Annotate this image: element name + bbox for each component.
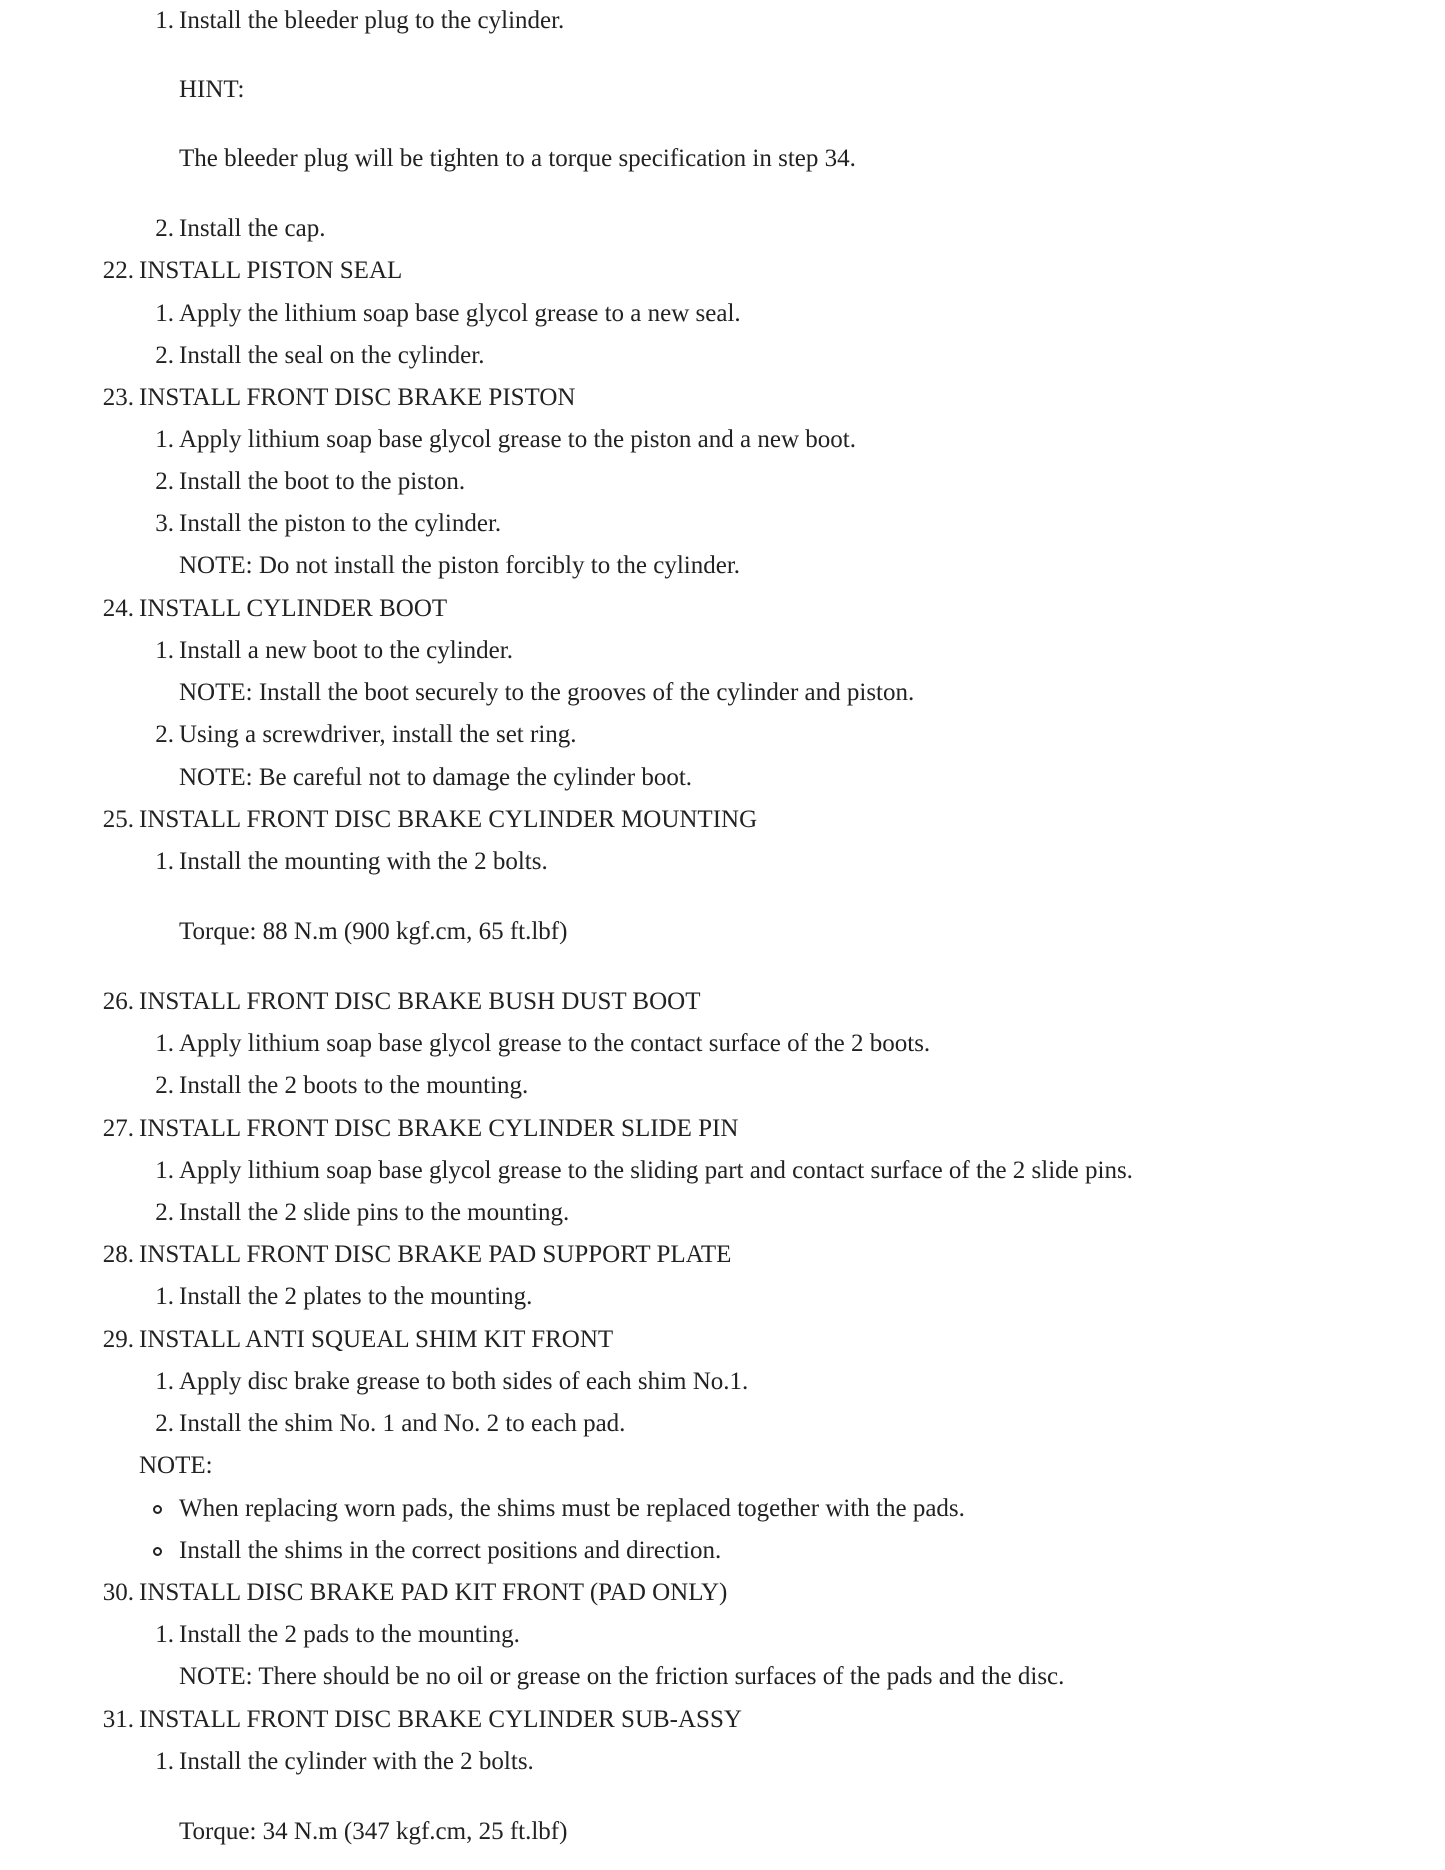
substep-text: Install the mounting with the 2 bolts.: [179, 848, 548, 875]
step-number: 29.: [102, 1326, 134, 1353]
step-number: 23.: [102, 384, 134, 411]
substep-number: 2.: [155, 342, 174, 369]
circle-bullet-icon: [153, 1505, 162, 1514]
substep-number: 2.: [155, 1410, 174, 1437]
note-text: NOTE: Do not install the piston forcibly to the cylinder.: [179, 552, 741, 579]
step-title: INSTALL CYLINDER BOOT: [139, 595, 448, 622]
note-label: NOTE:: [139, 1452, 213, 1479]
step-title: INSTALL FRONT DISC BRAKE CYLINDER SLIDE PIN: [139, 1115, 739, 1142]
circle-bullet-icon: [153, 1547, 162, 1556]
substep-number: 2.: [155, 1199, 174, 1226]
substep-number: 3.: [155, 510, 174, 537]
note-text: NOTE: Be careful not to damage the cylinder boot.: [179, 764, 693, 791]
substep-text: Apply lithium soap base glycol grease to the contact surface of the 2 boots.: [179, 1030, 931, 1057]
step-number: 30.: [102, 1579, 134, 1606]
step-number: 28.: [102, 1241, 134, 1268]
substep-text: Install the cylinder with the 2 bolts.: [179, 1748, 534, 1775]
substep-number: 1.: [155, 848, 174, 875]
substep-text: Install the 2 pads to the mounting.: [179, 1621, 520, 1648]
substep-text: Install the 2 plates to the mounting.: [179, 1283, 533, 1310]
step-number: 25.: [102, 806, 134, 833]
step-title: INSTALL FRONT DISC BRAKE PAD SUPPORT PLATE: [139, 1241, 732, 1268]
substep-number: 2.: [155, 215, 174, 242]
substep-text: Install the shim No. 1 and No. 2 to each pad.: [179, 1410, 626, 1437]
step-number: 31.: [102, 1706, 134, 1733]
substep-text: Apply lithium soap base glycol grease to the sliding part and contact surface of the 2 slide pins.: [179, 1157, 1133, 1184]
substep-number: 1.: [155, 7, 174, 34]
substep-text: Install the cap.: [179, 215, 326, 242]
substep-text: Install the 2 slide pins to the mounting.: [179, 1199, 570, 1226]
step-title: INSTALL PISTON SEAL: [139, 257, 403, 284]
substep-text: Install the boot to the piston.: [179, 468, 466, 495]
substep-text: Install a new boot to the cylinder.: [179, 637, 513, 664]
substep-text: Install the 2 boots to the mounting.: [179, 1072, 529, 1099]
step-number: 26.: [102, 988, 134, 1015]
note-text: NOTE: Install the boot securely to the grooves of the cylinder and piston.: [179, 679, 915, 706]
step-title: INSTALL FRONT DISC BRAKE CYLINDER MOUNTING: [139, 806, 758, 833]
substep-number: 1.: [155, 426, 174, 453]
substep-text: Install the seal on the cylinder.: [179, 342, 485, 369]
substep-number: 2.: [155, 1072, 174, 1099]
substep-number: 1.: [155, 1621, 174, 1648]
step-title: INSTALL ANTI SQUEAL SHIM KIT FRONT: [139, 1326, 614, 1353]
step-number: 24.: [102, 595, 134, 622]
substep-number: 1.: [155, 637, 174, 664]
note-bullet-text: Install the shims in the correct positions and direction.: [179, 1537, 722, 1564]
step-title: INSTALL FRONT DISC BRAKE BUSH DUST BOOT: [139, 988, 701, 1015]
substep-text: Apply disc brake grease to both sides of each shim No.1.: [179, 1368, 749, 1395]
step-number: 27.: [102, 1115, 134, 1142]
substep-text: Apply lithium soap base glycol grease to the piston and a new boot.: [179, 426, 856, 453]
note-bullet-text: When replacing worn pads, the shims must be replaced together with the pads.: [179, 1495, 965, 1522]
substep-number: 1.: [155, 1030, 174, 1057]
substep-text: Apply the lithium soap base glycol grease to a new seal.: [179, 300, 741, 327]
substep-number: 1.: [155, 1748, 174, 1775]
step-number: 22.: [102, 257, 134, 284]
note-text: NOTE: There should be no oil or grease on the friction surfaces of the pads and the disc.: [179, 1663, 1065, 1690]
substep-text: Install the piston to the cylinder.: [179, 510, 502, 537]
step-title: INSTALL FRONT DISC BRAKE CYLINDER SUB-ASSY: [139, 1706, 742, 1733]
substep-number: 1.: [155, 300, 174, 327]
substep-number: 1.: [155, 1157, 174, 1184]
step-title: INSTALL FRONT DISC BRAKE PISTON: [139, 384, 576, 411]
substep-number: 1.: [155, 1368, 174, 1395]
hint-label: HINT:: [179, 76, 245, 103]
substep-text: Install the bleeder plug to the cylinder.: [179, 7, 565, 34]
torque-spec: Torque: 34 N.m (347 kgf.cm, 25 ft.lbf): [179, 1818, 568, 1845]
step-title: INSTALL DISC BRAKE PAD KIT FRONT (PAD ONLY): [139, 1579, 728, 1606]
substep-number: 2.: [155, 721, 174, 748]
torque-spec: Torque: 88 N.m (900 kgf.cm, 65 ft.lbf): [179, 918, 568, 945]
substep-number: 1.: [155, 1283, 174, 1310]
substep-text: Using a screwdriver, install the set ring.: [179, 721, 577, 748]
hint-text: The bleeder plug will be tighten to a torque specification in step 34.: [179, 145, 856, 172]
substep-number: 2.: [155, 468, 174, 495]
